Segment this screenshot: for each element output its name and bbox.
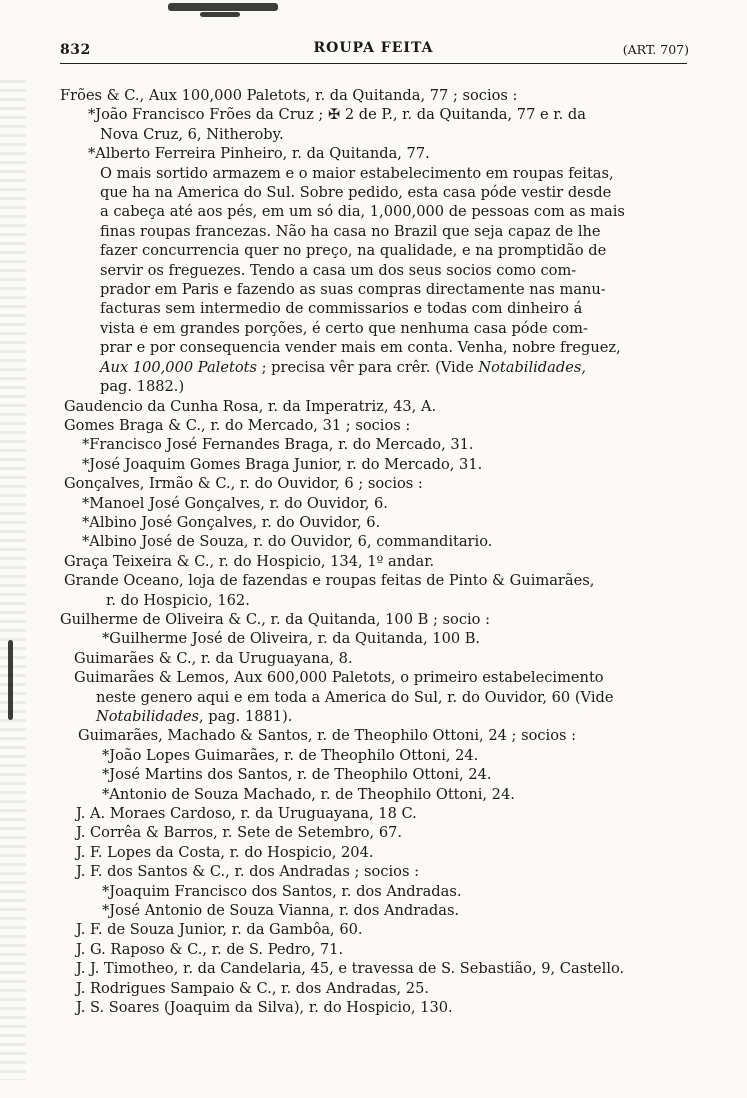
text-line: J. Rodrigues Sampaio & C., r. dos Andradas, 25.: [76, 979, 430, 997]
text-line: J. F. Lopes da Costa, r. do Hospicio, 204.: [76, 843, 374, 861]
text-line: *Antonio de Souza Machado, r. de Theophilo Ottoni, 24.: [102, 785, 515, 803]
text-line: Guilherme de Oliveira & C., r. da Quitanda, 100 B ; socio :: [60, 610, 491, 628]
text-line: *João Francisco Frões da Cruz ; ✠ 2 de P., r. da Quitanda, 77 e r. da: [88, 106, 586, 124]
text-line: servir os freguezes. Tendo a casa um dos seus socios como com-: [100, 261, 577, 279]
text-line: Guimarães, Machado & Santos, r. de Theophilo Ottoni, 24 ; socios :: [78, 727, 577, 745]
text-line: Grande Oceano, loja de fazendas e roupas feitas de Pinto & Guimarães,: [64, 572, 595, 590]
text-line: *Alberto Ferreira Pinheiro, r. da Quitanda, 77.: [88, 145, 430, 163]
text-line: *Manoel José Gonçalves, r. do Ouvidor, 6.: [82, 494, 388, 512]
text-line: Gaudencio da Cunha Rosa, r. da Imperatriz, 43, A.: [64, 397, 437, 415]
text-line: Notabilidades, pag. 1881).: [96, 708, 293, 725]
text-line: Nova Cruz, 6, Nitheroby.: [100, 125, 284, 143]
text-line: O mais sortido armazem e o maior estabelecimento em roupas feitas,: [100, 164, 614, 182]
ink-blot-top: [168, 3, 278, 11]
page-reference: (ART. 707): [622, 42, 689, 57]
text-line: Gonçalves, Irmão & C., r. do Ouvidor, 6 ; socios :: [64, 475, 423, 493]
text-line: J. J. Timotheo, r. da Candelaria, 45, e travessa de S. Sebastião, 9, Castello.: [76, 960, 625, 978]
text-line: Aux 100,000 Paletots ; precisa vêr para crêr. (Vide Notabilidades,: [100, 358, 586, 376]
text-line: que ha na America do Sul. Sobre pedido, esta casa póde vestir desde: [100, 184, 612, 202]
text-line: J. G. Raposo & C., r. de S. Pedro, 71.: [76, 940, 344, 958]
text-line: J. A. Moraes Cardoso, r. da Uruguayana, 18 C.: [76, 805, 417, 823]
text-line: prar e por consequencia vender mais em conta. Venha, nobre freguez,: [100, 339, 621, 357]
text-line: *João Lopes Guimarães, r. de Theophilo Ottoni, 24.: [102, 746, 479, 764]
text-line: finas roupas francezas. Não ha casa no Brazil que seja capaz de lhe: [100, 222, 601, 240]
text-line: *Joaquim Francisco dos Santos, r. dos Andradas.: [102, 882, 462, 900]
text-line: J. F. de Souza Junior, r. da Gambôa, 60.: [76, 921, 363, 939]
text-line: pag. 1882.): [100, 378, 185, 396]
text-line: *Guilherme José de Oliveira, r. da Quitanda, 100 B.: [102, 630, 481, 648]
text-line: facturas sem intermedio de commissarios e todas com dinheiro á: [100, 300, 583, 318]
ink-blot-top-2: [200, 12, 240, 17]
text-line: Guimarães & Lemos, Aux 600,000 Paletots, o primeiro estabelecimento: [74, 669, 604, 687]
text-line: prador em Paris e fazendo as suas compras directamente nas manu-: [100, 281, 606, 299]
page-title: ROUPA FEITA: [313, 40, 434, 56]
text-line: vista e em grandes porções, é certo que nenhuma casa póde com-: [100, 319, 588, 337]
text-line: J. F. dos Santos & C., r. dos Andradas ; socios :: [76, 863, 419, 881]
header-rule: [60, 63, 687, 64]
text-line: neste genero aqui e em toda a America do Sul, r. do Ouvidor, 60 (Vide: [96, 688, 614, 706]
text-line: *José Martins dos Santos, r. de Theophilo Ottoni, 24.: [102, 766, 492, 784]
text-line: a cabeça até aos pés, em um só dia, 1,000,000 de pessoas com as mais: [100, 203, 625, 221]
text-line: Gomes Braga & C., r. do Mercado, 31 ; socios :: [64, 416, 411, 434]
page-header: [60, 40, 687, 62]
text-line: *José Joaquim Gomes Braga Junior, r. do Mercado, 31.: [82, 455, 483, 473]
text-line: r. do Hospicio, 162.: [106, 591, 250, 609]
text-line: J. S. Soares (Joaquim da Silva), r. do Hospicio, 130.: [76, 999, 453, 1017]
page-number: 832: [60, 42, 91, 58]
scan-edge-noise: [0, 80, 26, 1080]
text-line: Graça Teixeira & C., r. do Hospicio, 134, 1º andar.: [64, 552, 435, 570]
ink-blot-left: [8, 640, 13, 720]
text-line: *Francisco José Fernandes Braga, r. do Mercado, 31.: [82, 436, 474, 454]
text-line: fazer concurrencia quer no preço, na qualidade, e na promptidão de: [100, 242, 607, 260]
text-line: *José Antonio de Souza Vianna, r. dos Andradas.: [102, 902, 460, 920]
text-line: J. Corrêa & Barros, r. Sete de Setembro, 67.: [76, 824, 403, 842]
text-line: Frões & C., Aux 100,000 Paletots, r. da Quitanda, 77 ; socios :: [60, 87, 518, 104]
text-line: Guimarães & C., r. da Uruguayana, 8.: [74, 649, 353, 667]
text-line: *Albino José de Souza, r. do Ouvidor, 6, commanditario.: [82, 533, 493, 551]
text-line: *Albino José Gonçalves, r. do Ouvidor, 6.: [82, 513, 381, 531]
directory-listing: [60, 86, 700, 1018]
